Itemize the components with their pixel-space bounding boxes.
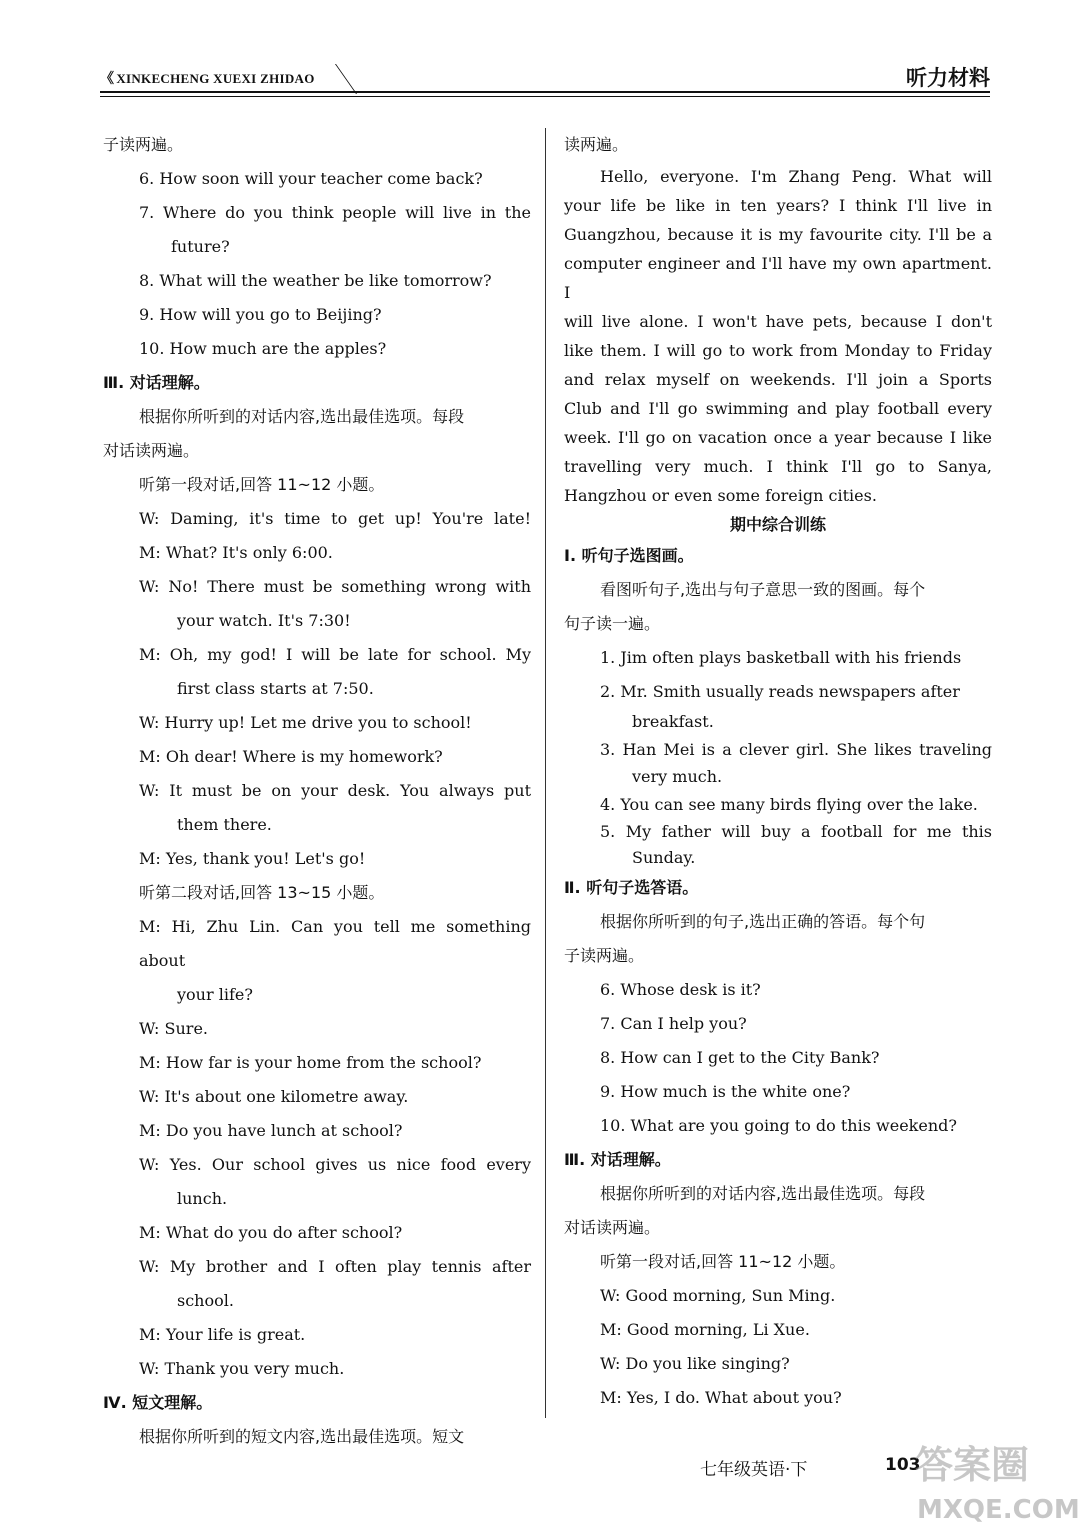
passage-line: Club and I'll go swimming and play football every <box>564 399 992 418</box>
dialogue-intro: 听第一段对话,回答 11~12 小题。 <box>139 475 385 494</box>
watermark-url: MXQE.COM <box>917 1495 1080 1525</box>
instruction: 对话读两遍。 <box>103 441 200 460</box>
dialogue-intro: 听第二段对话,回答 13~15 小题。 <box>139 883 385 902</box>
header-rule-thin <box>100 96 990 97</box>
passage-line: Hello, everyone. I'm Zhang Peng. What will <box>600 167 992 186</box>
instruction: 根据你所听到的对话内容,选出最佳选项。每段 <box>600 1184 926 1203</box>
instruction: 句子读一遍。 <box>564 614 661 633</box>
dialogue-line: W: My brother and I often play tennis after <box>139 1257 531 1276</box>
left-column <box>103 128 531 1454</box>
header-slant-decoration <box>317 64 357 94</box>
dialogue-line: M: Your life is great. <box>139 1325 306 1344</box>
text-line: 子读两遍。 <box>103 135 184 154</box>
dialogue-line: W: It must be on your desk. You always put <box>139 781 531 800</box>
dialogue-line: M: Do you have lunch at school? <box>139 1121 403 1140</box>
question-item: 1. Jim often plays basketball with his friends <box>600 648 962 667</box>
dialogue-line: M: Yes, I do. What about you? <box>600 1388 842 1407</box>
question-item: 6. How soon will your teacher come back? <box>139 169 483 188</box>
instruction: 根据你所听到的短文内容,选出最佳选项。短文 <box>139 1427 465 1446</box>
section-heading: Ⅳ. 短文理解。 <box>103 1393 213 1412</box>
column-divider <box>545 128 546 1418</box>
question-item: 10. How much are the apples? <box>139 339 387 358</box>
section-heading: Ⅱ. 听句子选答语。 <box>564 878 699 897</box>
section-title: 听力材料 <box>906 66 990 90</box>
header-rule <box>100 91 990 93</box>
dialogue-line-cont: first class starts at 7:50. <box>177 679 374 698</box>
passage-line: and relax myself on weekends. I'll join a Sports <box>564 370 992 389</box>
dialogue-line-cont: them there. <box>177 815 272 834</box>
dialogue-line: M: What? It's only 6:00. <box>139 543 333 562</box>
question-item: 8. How can I get to the City Bank? <box>600 1048 880 1067</box>
brand-title <box>100 68 315 88</box>
passage-line: Hangzhou or even some foreign cities. <box>564 486 877 505</box>
dialogue-line: M: Oh dear! Where is my homework? <box>139 747 443 766</box>
dialogue-line: W: No! There must be something wrong with <box>139 577 531 596</box>
passage-line: will live alone. I won't have pets, because I don't <box>564 312 992 331</box>
instruction: 对话读两遍。 <box>564 1218 661 1237</box>
dialogue-line-cont: your life? <box>177 985 253 1004</box>
question-item: 3. Han Mei is a clever girl. She likes traveling <box>600 740 992 759</box>
section-heading: Ⅲ. 对话理解。 <box>564 1150 671 1169</box>
dialogue-line-cont: your watch. It's 7:30! <box>177 611 351 630</box>
section-heading: Ⅰ. 听句子选图画。 <box>564 546 694 565</box>
question-item: 8. What will the weather be like tomorrow? <box>139 271 492 290</box>
question-item: 10. What are you going to do this weekend? <box>600 1116 957 1135</box>
watermark-logo <box>905 1430 1080 1530</box>
instruction: 看图听句子,选出与句子意思一致的图画。每个 <box>600 580 926 599</box>
passage-line: computer engineer and I'll have my own apartment. I <box>564 254 992 302</box>
double-chevron-left-icon: 《 <box>100 72 115 87</box>
question-item-cont: Sunday. <box>632 848 696 867</box>
dialogue-line: M: How far is your home from the school? <box>139 1053 482 1072</box>
page-number: 103 <box>885 1455 921 1475</box>
dialogue-line-cont: lunch. <box>177 1189 228 1208</box>
question-item: 7. Can I help you? <box>600 1014 747 1033</box>
question-item: 2. Mr. Smith usually reads newspapers after <box>600 682 960 701</box>
dialogue-line: W: Daming, it's time to get up! You're late! <box>139 509 531 528</box>
question-item: 9. How will you go to Beijing? <box>139 305 382 324</box>
dialogue-line: M: Hi, Zhu Lin. Can you tell me something about <box>139 917 531 970</box>
brand-text: XINKECHENG XUEXI ZHIDAO <box>116 71 315 86</box>
footer-book-title: 七年级英语·下 <box>700 1460 808 1480</box>
section-title: 期中综合训练 <box>729 515 826 534</box>
dialogue-line: W: Yes. Our school gives us nice food every <box>139 1155 531 1174</box>
dialogue-line: W: Do you like singing? <box>600 1354 790 1373</box>
text-line: 读两遍。 <box>564 135 629 154</box>
page-header <box>100 60 990 100</box>
dialogue-line: W: It's about one kilometre away. <box>139 1087 409 1106</box>
dialogue-line: W: Sure. <box>139 1019 208 1038</box>
dialogue-line: M: Oh, my god! I will be late for school. My <box>139 645 531 664</box>
passage-line: week. I'll go on vacation once a year because I like <box>564 428 992 447</box>
instruction: 根据你所听到的句子,选出正确的答语。每个句 <box>600 912 926 931</box>
question-item: 9. How much is the white one? <box>600 1082 851 1101</box>
question-item-cont: very much. <box>632 767 723 786</box>
passage-line: your life be like in ten years? I think I'll live in <box>564 196 992 215</box>
watermark-text: 答案圈 <box>915 1443 1030 1487</box>
question-item: 7. Where do you think people will live in the <box>139 203 531 222</box>
dialogue-intro: 听第一段对话,回答 11~12 小题。 <box>600 1252 846 1271</box>
passage-line: travelling very much. I think I'll go to Sanya, <box>564 457 992 476</box>
dialogue-line: W: Hurry up! Let me drive you to school! <box>139 713 472 732</box>
question-item: 5. My father will buy a football for me this <box>600 822 992 841</box>
dialogue-line: M: Good morning, Li Xue. <box>600 1320 810 1339</box>
dialogue-line-cont: school. <box>177 1291 234 1310</box>
question-item: 4. You can see many birds flying over the lake. <box>600 795 978 814</box>
instruction: 子读两遍。 <box>564 946 645 965</box>
section-heading: Ⅲ. 对话理解。 <box>103 373 210 392</box>
instruction: 根据你所听到的对话内容,选出最佳选项。每段 <box>139 407 465 426</box>
question-item-cont: breakfast. <box>632 712 714 731</box>
passage-line: like them. I will go to work from Monday to Friday <box>564 341 992 360</box>
passage-line: Guangzhou, because it is my favourite city. I'll be a <box>564 225 992 244</box>
dialogue-line: M: Yes, thank you! Let's go! <box>139 849 366 868</box>
dialogue-line: M: What do you do after school? <box>139 1223 403 1242</box>
question-item-cont: future? <box>171 237 230 256</box>
right-column <box>564 128 992 1415</box>
question-item: 6. Whose desk is it? <box>600 980 761 999</box>
dialogue-line: W: Thank you very much. <box>139 1359 345 1378</box>
dialogue-line: W: Good morning, Sun Ming. <box>600 1286 836 1305</box>
